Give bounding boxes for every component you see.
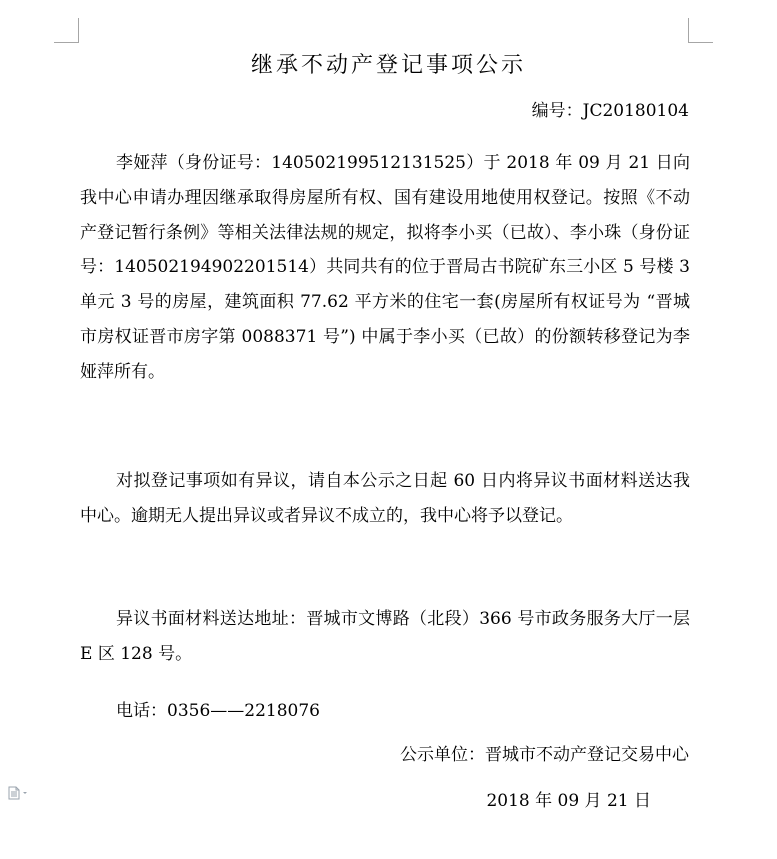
paragraph-phone: 电话：0356——2218076 (116, 701, 320, 721)
publisher: 公示单位：晋城市不动产登记交易中心 (400, 745, 689, 765)
crop-mark-top-left (54, 18, 79, 43)
document-title: 继承不动产登记事项公示 (250, 53, 526, 78)
paragraph-address: 异议书面材料送达地址：晋城市文博路（北段）366 号市政务服务大厅一层 E 区 128 号。 (80, 609, 690, 664)
document-number: 编号：JC20180104 (531, 101, 689, 121)
paragraph-objection: 对拟登记事项如有异议，请自本公示之日起 60 日内将异议书面材料送达我中心。逾期无人提出异议或者异议不成立的，我中心将予以登记。 (80, 471, 690, 526)
crop-mark-top-right (688, 18, 713, 43)
paragraph-main: 李娅萍（身份证号：140502199512131525）于 2018 年 09 月 21 日向我中心申请办理因继承取得房屋所有权、国有建设用地使用权登记。按照《不动产登记暂行条例》等相关法律法规的规定，拟将李小买（已故）、李小珠（身份证号：140502194902201514）共同共有的位于晋局古书院矿东三小区 5 号楼 3 单元 3 号的房屋，建筑面积 77.62 平方米的住宅一套(房屋所有权证号为 “晋城市房权证晋市房字第 0088371 号”) 中属于李小买（已故）的份额转移登记为李娅萍所有。 (80, 153, 690, 382)
paste-options-icon[interactable] (8, 786, 36, 800)
document-date: 2018 年 09 月 21 日 (486, 791, 651, 811)
